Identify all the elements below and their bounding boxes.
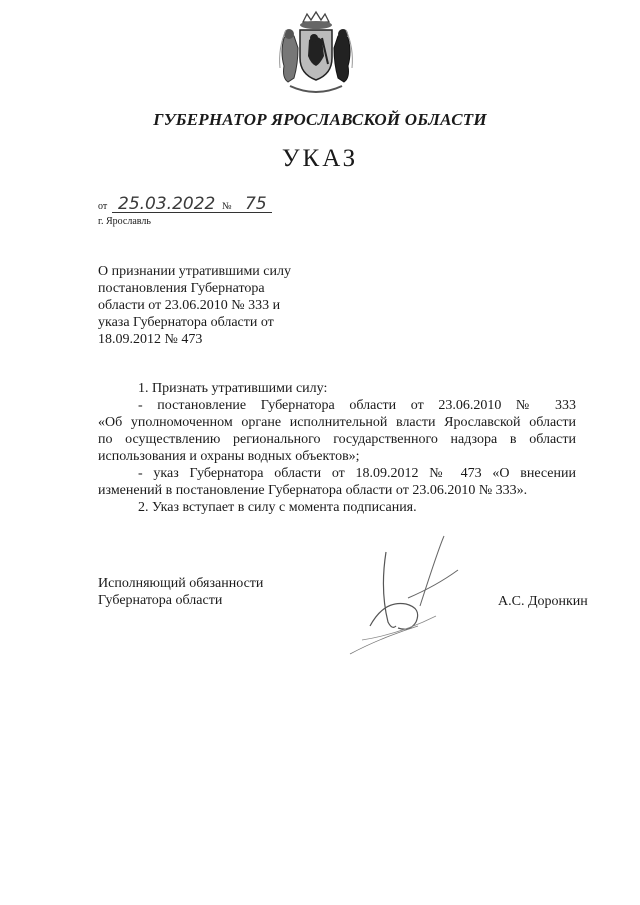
clause-1-item-2-line: - указ Губернатора области от 18.09.2012 № 473 «О внесении (138, 466, 576, 481)
subject-line: 18.09.2012 № 473 (98, 332, 203, 347)
clause-1-item-1-line: по осуществлению регионального государственного надзора в области (98, 432, 576, 447)
subject-line: указа Губернатора области от (98, 315, 274, 330)
number-prefix: № (222, 201, 232, 212)
document-subject (98, 263, 358, 348)
document-type-title: УКАЗ (281, 145, 359, 172)
coat-of-arms-icon (270, 8, 362, 100)
city: г. Ярославль (98, 216, 151, 227)
clause-1-item-1-line: «Об уполномоченном органе исполнительной власти Ярославской области (98, 415, 576, 430)
clause-1-item-1-line: использования и охраны водных объектов»; (98, 449, 360, 464)
issuing-authority: ГУБЕРНАТОР ЯРОСЛАВСКОЙ ОБЛАСТИ (153, 110, 487, 129)
subject-line: О признании утратившими силу (98, 264, 291, 279)
signatory-name: А.С. Доронкин (498, 594, 588, 609)
handwritten-number: 75 (245, 194, 267, 214)
signatory-role (98, 575, 263, 609)
date-prefix: от (98, 201, 108, 212)
signatory-role-line: Исполняющий обязанности (98, 576, 264, 591)
clause-1-item-2-line: изменений в постановление Губернатора области от 23.06.2010 № 333». (98, 483, 528, 498)
subject-line: области от 23.06.2010 № 333 и (98, 298, 281, 313)
document-body (98, 380, 576, 516)
clause-2: 2. Указ вступает в силу с момента подписания. (138, 500, 417, 515)
clause-1-item-1-line: - постановление Губернатора области от 23.06.2010 № 333 (138, 398, 576, 413)
handwritten-signature (340, 530, 470, 660)
clause-1: 1. Признать утратившими силу: (138, 381, 328, 396)
handwritten-date: 25.03.2022 (118, 194, 216, 214)
signatory-role-line: Губернатора области (98, 593, 223, 608)
date-number-line (98, 192, 298, 214)
subject-line: постановления Губернатора (98, 281, 265, 296)
